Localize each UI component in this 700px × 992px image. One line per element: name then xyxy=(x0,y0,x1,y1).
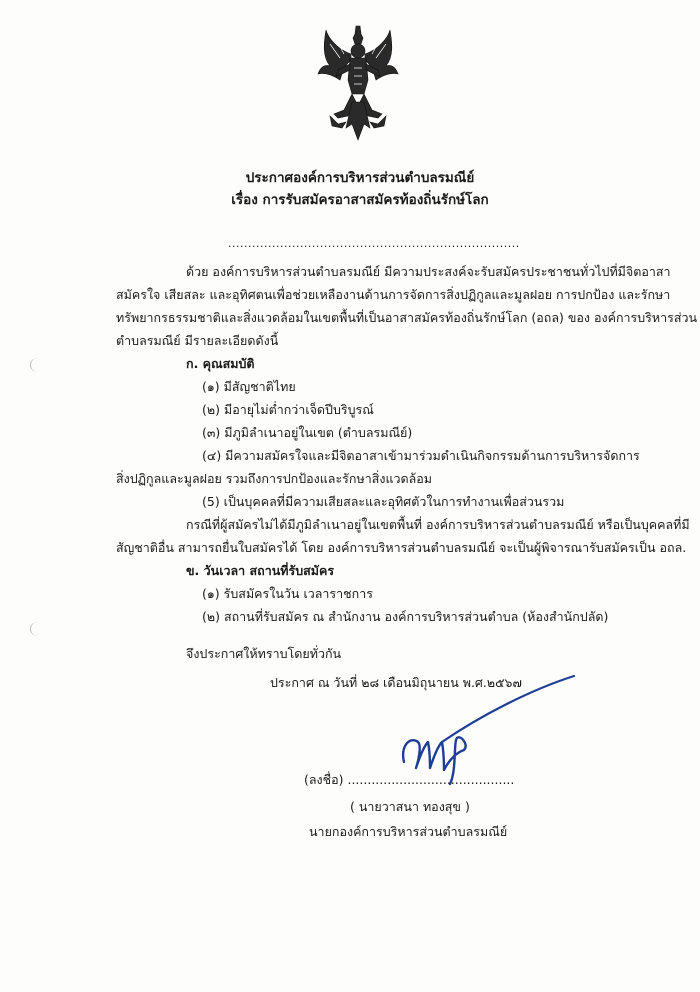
garuda-emblem xyxy=(316,24,400,142)
intro-line: ทรัพยากรธรรมชาติและสิ่งแวดล้อมในเขตพื้นที่เป็นอาสาสมัครท้องถิ่นรักษ์โลก (อถล) ของ องค์การบริหารส่วน xyxy=(116,310,698,325)
section-b-heading: ข. วันเวลา สถานที่รับสมัคร xyxy=(186,563,335,578)
announcement-date: ประกาศ ณ วันที่ ๒๘ เดือนมิถุนายน พ.ศ.๒๕๖๗ xyxy=(270,675,522,690)
intro-line: ตำบลรมณีย์ มีรายละเอียดดังนี้ xyxy=(116,333,279,348)
qualification-item: (๓) มีภูมิลำเนาอยู่ในเขต (ตำบลรมณีย์) xyxy=(202,425,413,440)
qualification-note: กรณีที่ผู้สมัครไม่ได้มีภูมิลำเนาอยู่ในเขตพื้นที่ องค์การบริหารส่วนตำบลรมณีย์ หรือเป็นบุคคลที่มี xyxy=(186,517,690,532)
qualification-item: สิ่งปฏิกูลและมูลฝอย รวมถึงการปกป้องและรักษาสิ่งแวดล้อม xyxy=(116,471,433,486)
signatory-position: นายกองค์การบริหารส่วนตำบลรมณีย์ xyxy=(309,824,508,839)
closing-text: จึงประกาศให้ทราบโดยทั่วกัน xyxy=(186,646,342,661)
punch-hole-mark xyxy=(30,622,45,636)
qualification-item: (5) เป็นบุคคลที่มีความเสียสละและอุทิศตัวในการทำงานเพื่อส่วนรวม xyxy=(202,494,565,509)
separator-dots: ......................................................................... xyxy=(228,237,520,250)
qualification-item: (๒) มีอายุไม่ต่ำกว่าเจ็ดปีบริบูรณ์ xyxy=(202,402,374,417)
qualification-item: (๔) มีความสมัครใจและมีจิตอาสาเข้ามาร่วมดำเนินกิจกรรมด้านการบริหารจัดการ xyxy=(202,448,640,463)
signatory-name: ( นายวาสนา ทองสุข ) xyxy=(350,799,470,814)
intro-line: สมัครใจ เสียสละ และอุทิศตนเพื่อช่วยเหลืองานด้านการจัดการสิ่งปฏิกูลและมูลฝอย การปกป้อง และรักษา xyxy=(116,287,671,302)
announcement-title: ประกาศองค์การบริหารส่วนตำบลรมณีย์ xyxy=(245,170,475,186)
application-item: (๒) สถานที่รับสมัคร ณ สำนักงาน องค์การบริหารส่วนตำบล (ห้องสำนักปลัด) xyxy=(202,609,609,624)
signature-line: (ลงชื่อ) .......................................... xyxy=(304,772,515,787)
qualification-note: สัญชาติอื่น สามารถยื่นใบสมัครได้ โดย องค์การบริหารส่วนตำบลรมณีย์ จะเป็นผู้พิจารณารับสมัครเป็น อถล. xyxy=(116,540,687,555)
qualification-item: (๑) มีสัญชาติไทย xyxy=(202,379,296,394)
section-a-heading: ก. คุณสมบัติ xyxy=(186,356,255,371)
announcement-subject: เรื่อง การรับสมัครอาสาสมัครท้องถิ่นรักษ์โลก xyxy=(231,192,489,208)
application-item: (๑) รับสมัครในวัน เวลาราชการ xyxy=(202,586,373,601)
punch-hole-mark xyxy=(30,358,45,372)
intro-line: ด้วย องค์การบริหารส่วนตำบลรมณีย์ มีความประสงค์จะรับสมัครประชาชนทั่วไปที่มีจิตอาสา xyxy=(186,264,671,279)
